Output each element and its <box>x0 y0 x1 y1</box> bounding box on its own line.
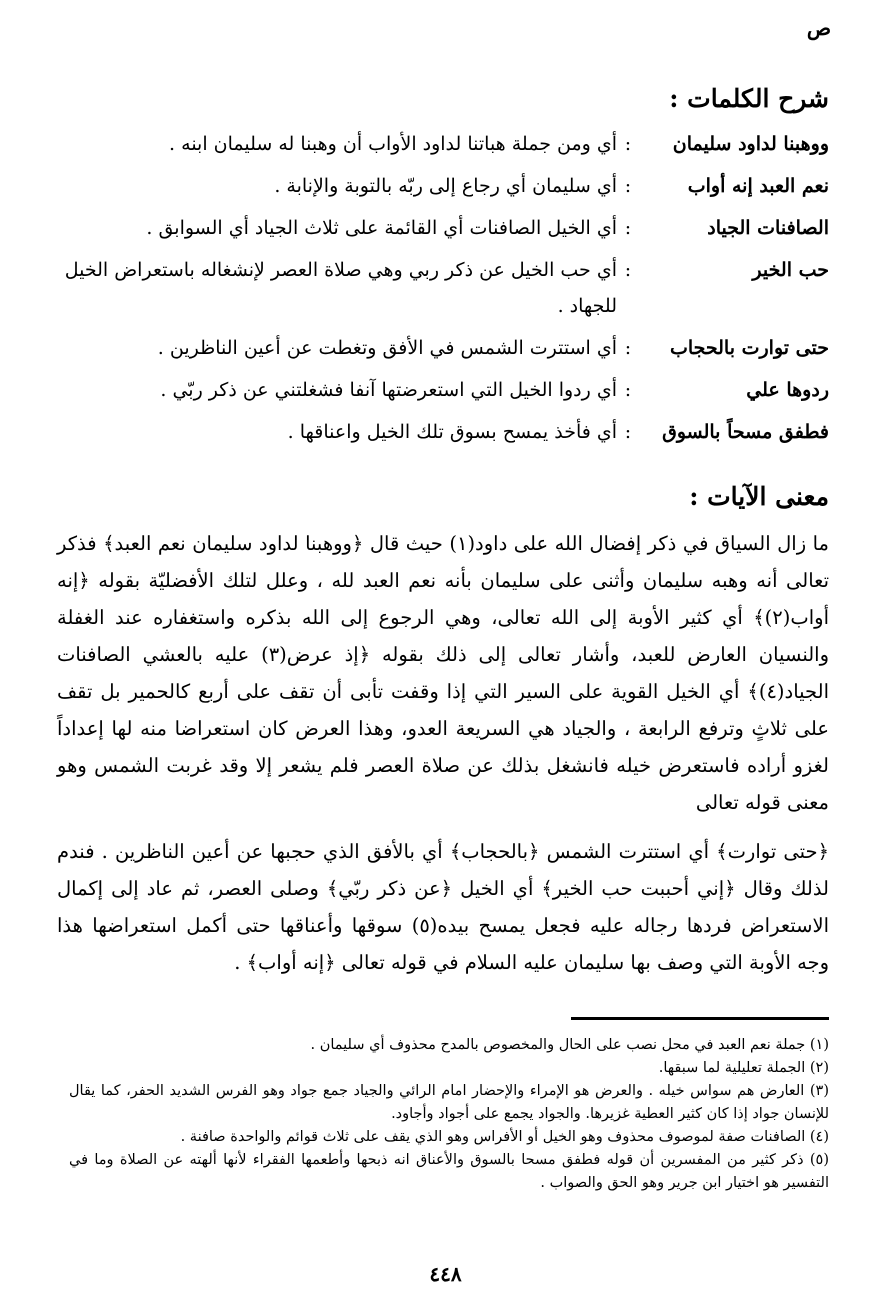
glossary-colon: : <box>624 379 632 401</box>
glossary-definition: أي سليمان أي رجاع إلى ربّه بالتوبة والإنابة . <box>274 175 617 197</box>
glossary-term: فطفق مسحاً بالسوق <box>662 421 829 443</box>
glossary-row <box>49 372 829 408</box>
glossary-row <box>49 168 829 204</box>
glossary-row <box>49 330 829 366</box>
meaning-body <box>57 525 829 993</box>
glossary-row <box>49 210 829 246</box>
glossary-definition: أي حب الخيل عن ذكر ربي وهي صلاة العصر لإنشغاله باستعراض الخيل للجهاد . <box>64 259 617 317</box>
glossary-definition: أي استترت الشمس في الأفق وتغطت عن أعين الناظرين . <box>157 337 617 359</box>
footnotes <box>69 1034 829 1195</box>
meaning-paragraph: ما زال السياق في ذكر إفضال الله على داود(١) حيث قال ﴿ووهبنا لداود سليمان نعم العبد﴾ فذكر تعالى أنه وهبه سليمان وأثنى على سليمان بأنه نعم العبد لله ، وعلل لتلك الأفضليّة بقوله ﴿إنه أواب(٢)﴾ أي كثير الأوبة إلى الله تعالى، وهي الرجوع إلى الله بذكره واستغفاره عند الغفلة والنسيان العارض للعبد، وأشار تعالى إلى ذلك بقوله ﴿إذ عرض(٣) عليه بالعشي الصافنات الجياد(٤)﴾ أي الخيل القوية على السير التي إذا وقفت تأبى أن تقف على أربع كالحمير بل تقف على ثلاثٍ وترفع الرابعة ، والجياد هي السريعة العدو، وهذا العرض كان استعراضا منه لها إعداداً لغزو أراده فاستعرض خيله فانشغل بذلك عن صلاة العصر فلم يشعر إلا وقد غربت الشمس وهو معنى قوله تعالى <box>57 532 829 814</box>
glossary-term: ردوها علي <box>746 379 829 401</box>
glossary-row <box>49 126 829 162</box>
glossary-list <box>49 126 829 456</box>
footnote: (٤) الصافنات صفة لموصوف محذوف وهو الخيل أو الأفراس وهو الذي يقف على ثلاث قوائم والواحدة صافنة . <box>180 1129 829 1145</box>
footnote: (٢) الجملة تعليلية لما سبقها. <box>658 1060 829 1076</box>
meaning-paragraph: ﴿حتى توارت﴾ أي استترت الشمس ﴿بالحجاب﴾ أي بالأفق الذي حجبها عن أعين الناظرين . فندم لذلك وقال ﴿إني أحببت حب الخير﴾ أي الخيل ﴿عن ذكر ربّي﴾ وصلى العصر، ثم عاد إلى إكمال الاستعراض فردها رجاله عليه فجعل يمسح بيده(٥) سوقها وأعناقها حتى أكمل استعراضها هذا وجه الأوبة التي وصف بها سليمان عليه السلام في قوله تعالى ﴿إنه أواب﴾ . <box>57 840 829 974</box>
glossary-definition: أي فأخذ يمسح بسوق تلك الخيل واعناقها . <box>287 421 617 443</box>
glossary-term: حب الخير <box>752 259 829 281</box>
page-number: ٤٤٨ <box>429 1262 462 1286</box>
footnote: (٣) العارض هم سواس خيله . والعرض هو الإمراء والإحضار امام الرائي والجياد جمع جواد وهو الفرس الشديد الحفر، كما يقال للإنسان جواد إذا كان كثير العطية غزيرها. والجواد يجمع على أجواد وأجاود. <box>69 1083 829 1122</box>
glossary-colon: : <box>624 133 632 155</box>
glossary-colon: : <box>624 217 632 239</box>
meaning-title: معنى الآيات : <box>689 482 829 511</box>
glossary-colon: : <box>624 175 632 197</box>
footnote: (١) جملة نعم العبد في محل نصب على الحال والمخصوص بالمدح محذوف أي سليمان . <box>310 1037 829 1053</box>
glossary-definition: أي الخيل الصافنات أي القائمة على ثلاث الجياد أي السوابق . <box>146 217 617 239</box>
running-header: ص <box>806 16 831 40</box>
glossary-term: الصافنات الجياد <box>707 217 829 239</box>
glossary-title: شرح الكلمات : <box>669 84 829 113</box>
glossary-term: ووهبنا لداود سليمان <box>672 133 829 155</box>
footnote: (٥) ذكر كثير من المفسرين أن قوله فطفق مسحا بالسوق والأعناق انه ذبحها وأطعمها الفقراء لأنها ألهته عن الصلاة وما في التفسير هو اختيار ابن جرير وهو الحق والصواب . <box>69 1152 829 1191</box>
glossary-term: نعم العبد إنه أواب <box>687 175 829 197</box>
glossary-colon: : <box>624 259 632 281</box>
glossary-colon: : <box>624 421 632 443</box>
glossary-definition: أي ومن جملة هباتنا لداود الأواب أن وهبنا له سليمان ابنه . <box>169 133 617 155</box>
glossary-row <box>49 252 829 324</box>
glossary-term: حتى توارت بالحجاب <box>669 337 829 359</box>
glossary-row <box>49 414 829 450</box>
glossary-definition: أي ردوا الخيل التي استعرضتها آنفا فشغلتني عن ذكر ربّي . <box>160 379 617 401</box>
separator-line <box>571 1017 829 1020</box>
glossary-colon: : <box>624 337 632 359</box>
